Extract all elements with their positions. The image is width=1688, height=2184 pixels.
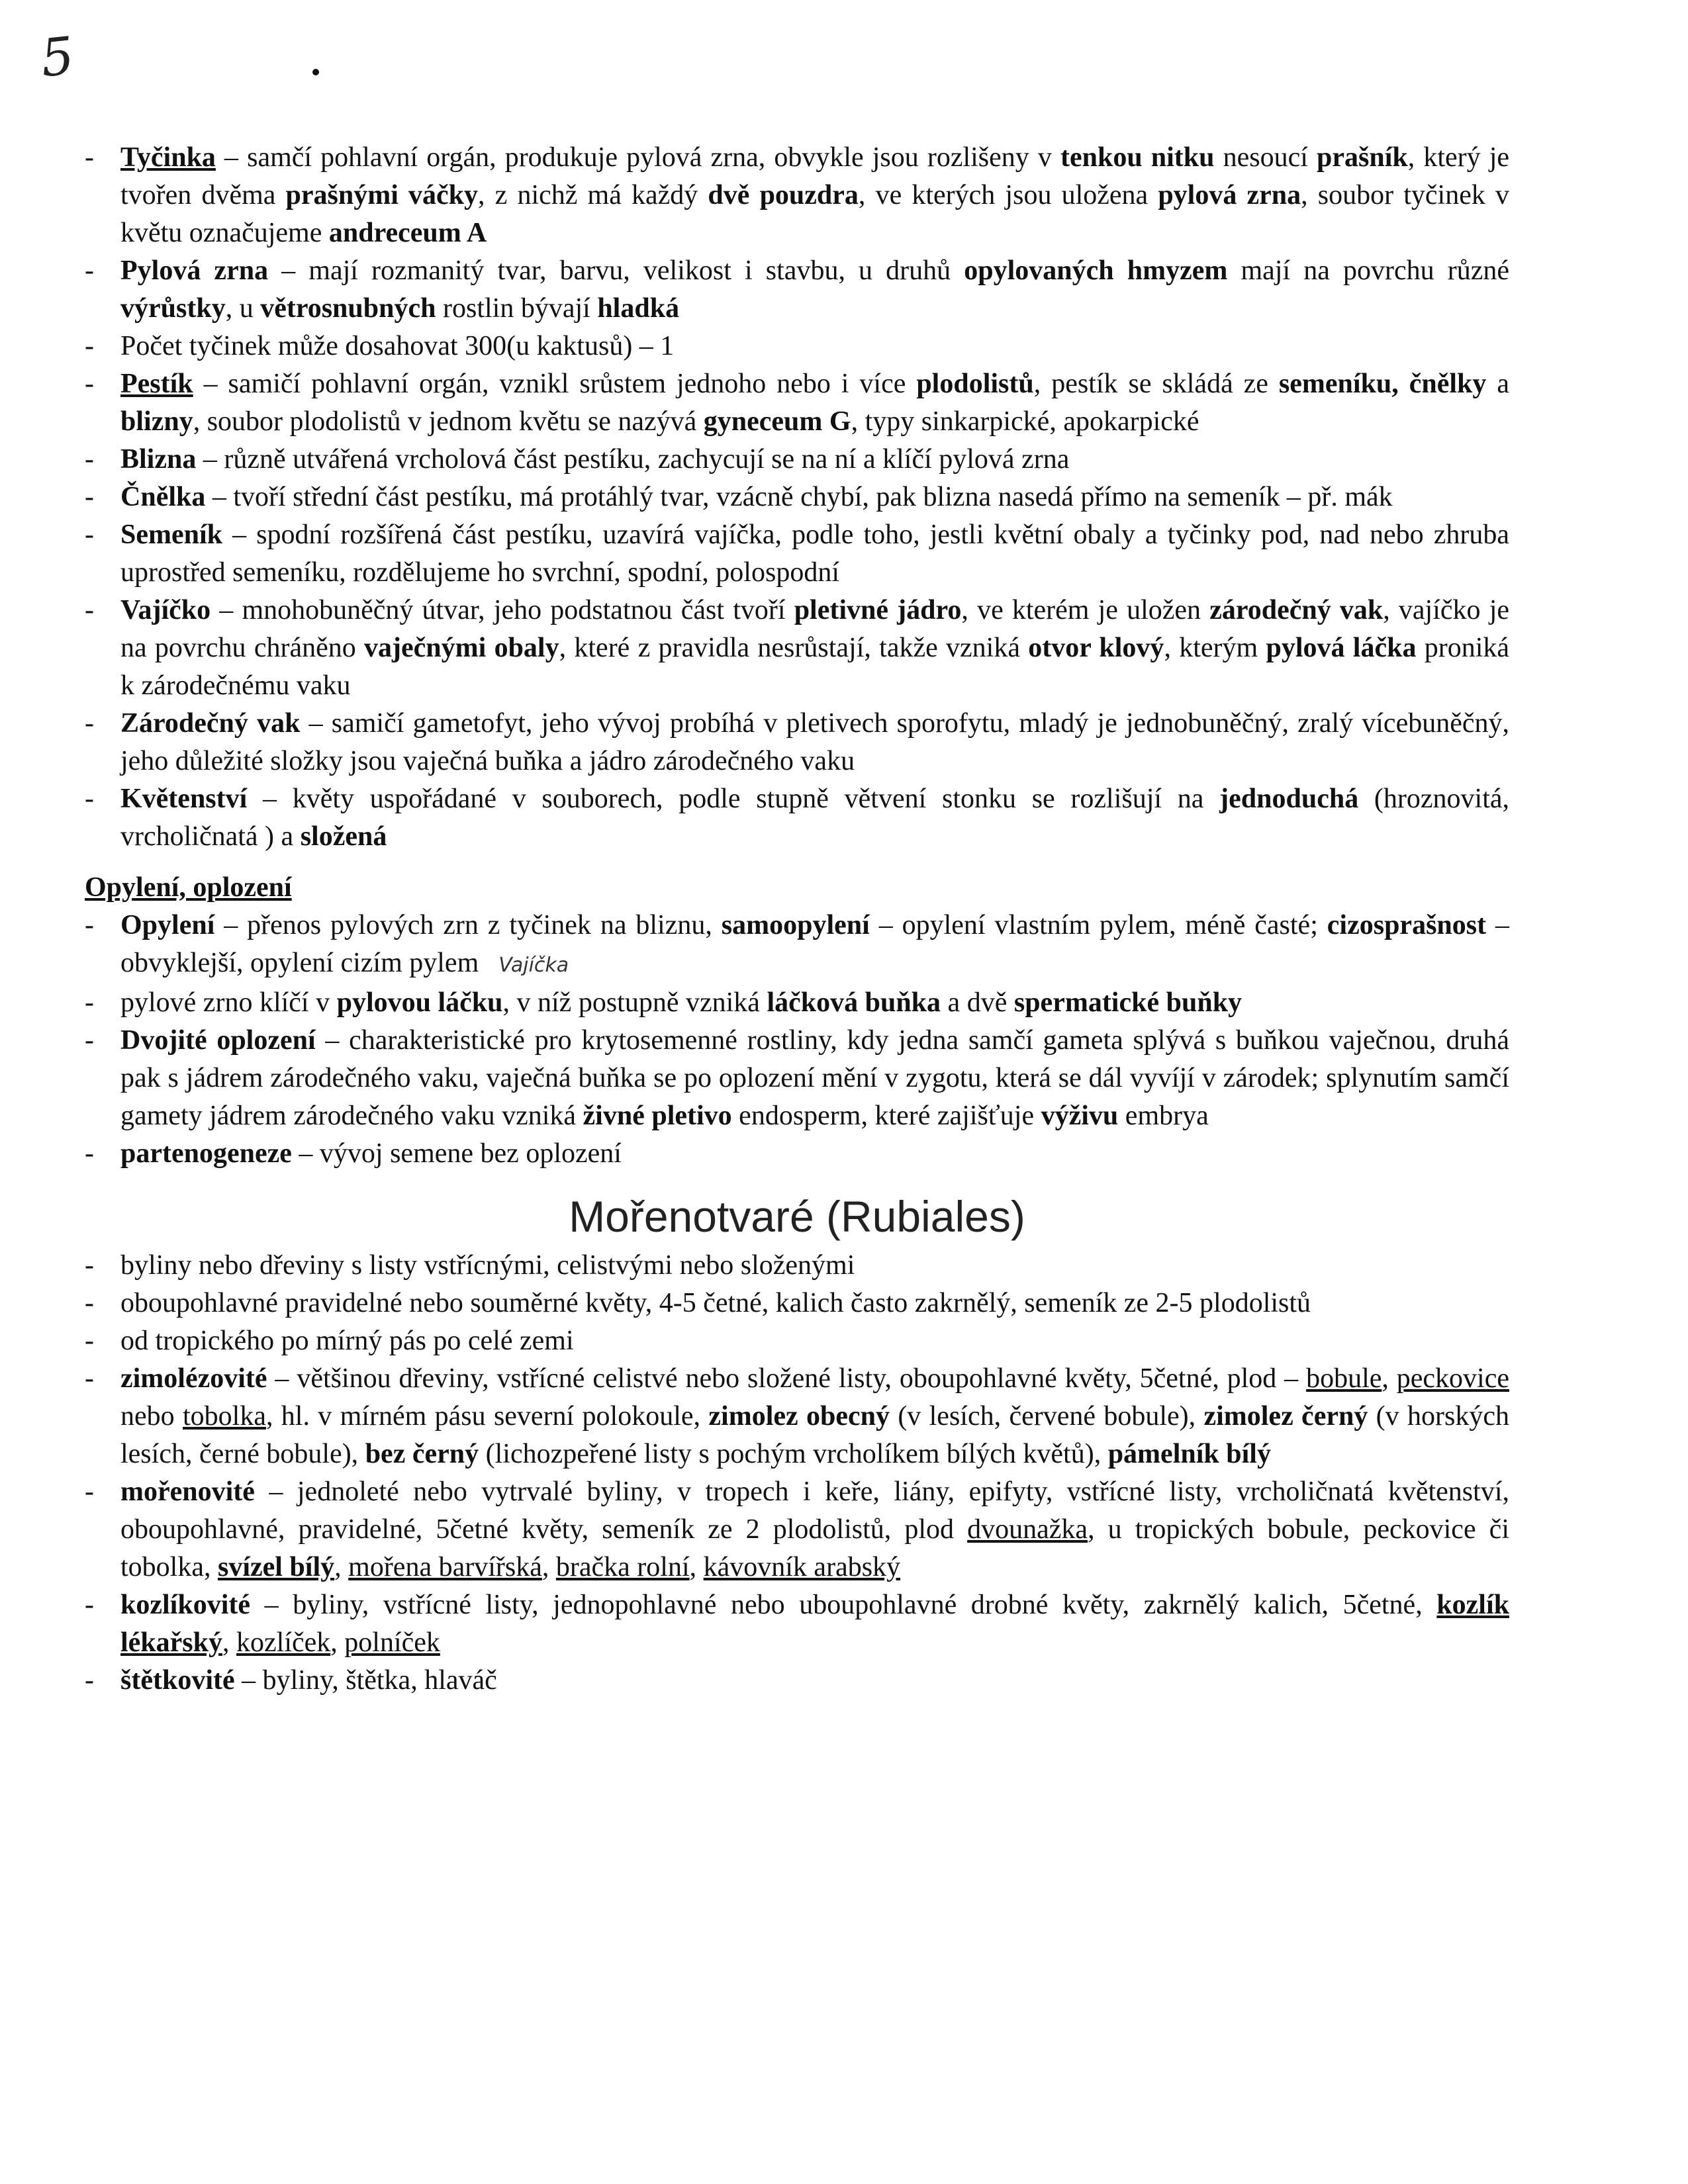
term-text: Pestík <box>120 369 193 399</box>
term-text: větrosnubných <box>260 293 436 324</box>
body-text: – tvoří střední část pestíku, má protáhlý tvar, vzácně chybí, pak blizna nasedá přímo na semeník – př. mák <box>205 482 1393 512</box>
body-text: , ve kterém je uložen <box>961 595 1210 625</box>
section-title-rubiales: Mořenotvaré (Rubiales) <box>569 1192 1025 1241</box>
term-text: pylovou láčku <box>336 987 503 1018</box>
list-item <box>85 365 1509 441</box>
list-item <box>85 780 1509 856</box>
body-text: mořena barvířská <box>348 1552 542 1582</box>
term-text: Květenství <box>120 784 248 814</box>
term-text: otvor klový <box>1028 633 1164 663</box>
body-text: – charakteristické pro krytosemenné rostliny, kdy jedna samčí gameta splývá s buňkou vaječnou, druhá pak s jádrem zárodečného vaku, vaječná buňka se po oplození mění v zygotu, která se dál vyvíjí v zárodek; splynutím samčí gamety jádrem zárodečného vaku vzniká <box>120 1025 1510 1131</box>
body-text: – byliny, vstřícné listy, jednopohlavné nebo uboupohlavné drobné květy, zakrnělý kalich, 5četné, <box>250 1590 1437 1620</box>
body-text: mají na povrchu různé <box>1227 255 1509 286</box>
term-text: výrůstky <box>120 293 226 324</box>
body-text: – byliny, štětka, hlaváč <box>234 1665 497 1696</box>
term-text: výživu <box>1041 1101 1119 1131</box>
list-item <box>85 705 1509 780</box>
term-text: Opylení <box>120 910 215 940</box>
body-text: (v lesích, červené bobule), <box>889 1401 1204 1432</box>
body-text: – samčí pohlavní orgán, produkuje pylová zrna, obvykle jsou rozlišeny v <box>215 142 1060 173</box>
section-heading-pollination: Opylení, oplození <box>85 872 292 903</box>
list-item <box>85 1022 1509 1135</box>
body-text: , pestík se skládá ze <box>1033 369 1279 399</box>
body-text: , <box>1382 1363 1397 1394</box>
list-item <box>85 478 1509 516</box>
body-text: , z nichž má každý <box>478 180 708 210</box>
body-text: – samičí gametofyt, jeho vývoj probíhá v pletivech sporofytu, mladý je jednobuněčný, zralý vícebuněčný, jeho důležité složky jsou vaječná buňka a jádro zárodečného vaku <box>120 708 1509 776</box>
body-text: – většinou dřeviny, vstřícné celistvé nebo složené listy, oboupohlavné květy, 5četné, plod – <box>267 1363 1307 1394</box>
body-text: , hl. v mírném pásu severní polokoule, <box>265 1401 709 1432</box>
term-text: tenkou nitku <box>1060 142 1215 173</box>
body-text: , <box>330 1627 345 1658</box>
body-text: – mají rozmanitý tvar, barvu, velikost i stavbu, u druhů <box>268 255 964 286</box>
pollination-list <box>85 907 1509 1173</box>
body-text: , <box>222 1627 237 1658</box>
term-text: gyneceum G <box>703 406 851 437</box>
term-text: Čnělka <box>120 482 206 512</box>
list-item <box>85 1473 1509 1586</box>
term-text: blizny <box>120 406 193 437</box>
body-text: , u <box>225 293 261 324</box>
term-text: cizosprašnost <box>1327 910 1487 940</box>
list-item <box>85 328 1509 365</box>
body-text: – přenos pylových zrn z tyčinek na bliznu, <box>214 910 722 940</box>
body-text: endosperm, které zajišťuje <box>731 1101 1041 1131</box>
term-text: opylovaných hmyzem <box>964 255 1228 286</box>
body-text: bračka rolní <box>555 1552 690 1582</box>
term-text: Semeník <box>120 520 223 550</box>
term-text: štětkovité <box>120 1665 235 1696</box>
body-text: – obvyklejší, opylení cizím pylem <box>120 910 1510 978</box>
body-text: rostlin bývají <box>436 293 598 324</box>
term-text: prašnými váčky <box>285 180 479 210</box>
term-text: zimolez obecný <box>708 1401 890 1432</box>
body-text: , ve kterých jsou uložena <box>858 180 1158 210</box>
list-item <box>85 1360 1509 1473</box>
body-text: byliny nebo dřeviny s listy vstřícnými, celistvými nebo složenými <box>120 1250 855 1281</box>
term-text: kozlíkovité <box>120 1590 250 1620</box>
body-text: (v horských lesích, černé bobule), <box>120 1401 1509 1469</box>
body-text: nesoucí <box>1214 142 1317 173</box>
body-text: proniká k zárodečnému vaku <box>120 633 1510 701</box>
body-text: , <box>334 1552 349 1582</box>
term-text: složená <box>300 821 387 852</box>
list-item <box>85 907 1509 984</box>
body-text: pylové zrno klíčí v <box>120 987 337 1018</box>
body-text: – spodní rozšířená část pestíku, uzavírá vajíčka, podle toho, jestli květní obaly a tyčinky pod, nad nebo zhruba uprostřed semeníku, rozdělujeme ho svrchní, spodní, polospodní <box>120 520 1509 588</box>
body-text: oboupohlavné pravidelné nebo souměrné květy, 4-5 četné, kalich často zakrnělý, semeník ze 2-5 plodolistů <box>120 1288 1311 1318</box>
document-body <box>85 139 1509 1700</box>
body-text: , vajíčko je na povrchu chráněno <box>120 595 1510 663</box>
term-text: dvě pouzdra <box>708 180 859 210</box>
term-text: vaječnými obaly <box>364 633 559 663</box>
term-text: zárodečný vak <box>1209 595 1383 625</box>
term-text: pylová láčka <box>1266 633 1417 663</box>
term-text: partenogeneze <box>120 1138 292 1169</box>
term-text: Pylová zrna <box>120 255 269 286</box>
term-text: semeníku, čnělky <box>1278 369 1487 399</box>
body-text: (lichozpeřené listy s pochým vrcholíkem bílých květů), <box>479 1439 1108 1469</box>
body-text: polníček <box>344 1627 440 1658</box>
body-text: nebo <box>120 1401 183 1432</box>
body-text: a dvě <box>941 987 1014 1018</box>
body-text: – mnohobuněčný útvar, jeho podstatnou část tvoří <box>211 595 794 625</box>
body-text: , soubor tyčinek v květu označujeme <box>120 180 1509 248</box>
body-text: – samičí pohlavní orgán, vznikl srůstem jednoho nebo i více <box>193 369 917 399</box>
term-text: Tyčinka <box>120 142 216 173</box>
body-text: , v níž postupně vzniká <box>502 987 767 1018</box>
body-text: , typy sinkarpické, apokarpické <box>851 406 1199 437</box>
handwritten-page-number: 5 <box>38 26 77 89</box>
body-text: (hroznovitá, vrcholičnatá ) a <box>120 784 1510 852</box>
list-item <box>85 1586 1509 1662</box>
term-text: hladká <box>597 293 680 324</box>
term-text: jednoduchá <box>1219 784 1359 814</box>
list-item <box>85 139 1509 252</box>
body-text: , které z pravidla nesrůstají, takže vzniká <box>559 633 1029 663</box>
body-text: kávovník arabský <box>703 1552 901 1582</box>
body-text: tobolka <box>182 1401 266 1432</box>
body-text: dvounažka <box>967 1514 1088 1545</box>
list-item <box>85 516 1509 592</box>
body-text: kozlíček <box>236 1627 331 1658</box>
stray-dot-mark <box>312 69 319 75</box>
term-text: pletivné jádro <box>794 595 962 625</box>
term-text: bez černý <box>365 1439 479 1469</box>
rubiales-list <box>85 1247 1509 1700</box>
term-text: Vajíčko <box>120 595 211 625</box>
list-item <box>85 592 1509 705</box>
term-text: Blizna <box>120 444 197 475</box>
body-text: , <box>689 1552 704 1582</box>
body-text: Počet tyčinek může dosahovat 300(u kaktusů) – 1 <box>120 331 675 361</box>
term-text: plodolistů <box>916 369 1034 399</box>
term-text: mořenovité <box>120 1477 255 1507</box>
term-text: prašník <box>1317 142 1408 173</box>
term-text: láčková buňka <box>767 987 941 1018</box>
term-text: pámelník bílý <box>1107 1439 1271 1469</box>
term-text: samoopylení <box>721 910 870 940</box>
term-text: spermatické buňky <box>1013 987 1243 1018</box>
body-text: , <box>541 1552 556 1582</box>
body-text: od tropického po mírný pás po celé zemi <box>120 1326 574 1356</box>
list-item <box>85 1135 1509 1173</box>
body-text: a <box>1486 369 1509 399</box>
body-text: – různě utvářená vrcholová část pestíku, zachycují se na ní a klíčí pylová zrna <box>196 444 1070 475</box>
term-text: kozlík lékařský <box>120 1590 1509 1658</box>
body-text: , soubor plodolistů v jednom květu se nazývá <box>193 406 704 437</box>
term-text: zimolézovité <box>120 1363 267 1394</box>
body-text: peckovice <box>1396 1363 1510 1394</box>
list-item <box>85 1662 1509 1700</box>
body-text: embrya <box>1118 1101 1209 1131</box>
term-text: pylová zrna <box>1158 180 1301 210</box>
term-text: andreceum A <box>328 218 487 248</box>
list-item <box>85 1247 1509 1285</box>
body-text: bobule <box>1306 1363 1382 1394</box>
body-text: , který je tvořen dvěma <box>120 142 1510 210</box>
handwritten-note: Vajíčka <box>498 954 569 977</box>
body-text: , u tropických bobule, peckovice či tobolka, <box>120 1514 1509 1582</box>
list-item <box>85 1285 1509 1322</box>
body-text: – vývoj semene bez oplození <box>291 1138 622 1169</box>
list-item <box>85 984 1509 1022</box>
list-item <box>85 441 1509 478</box>
list-item <box>85 1322 1509 1360</box>
body-text: – květy uspořádané v souborech, podle stupně větvení stonku se rozlišují na <box>247 784 1220 814</box>
term-text: zimolez černý <box>1203 1401 1368 1432</box>
body-text: , kterým <box>1164 633 1266 663</box>
term-text: Zárodečný vak <box>120 708 301 739</box>
term-text: svízel bílý <box>217 1552 335 1582</box>
term-text: Dvojité oplození <box>120 1025 316 1056</box>
body-text: – jednoleté nebo vytrvalé byliny, v tropech i keře, liány, epifyty, vstřícné listy, vrcholičnatá květenství, oboupohlavné, pravidelné, 5četné květy, semeník ze 2 plodolistů, plod <box>120 1477 1509 1545</box>
term-text: živné pletivo <box>583 1101 732 1131</box>
body-text: – opylení vlastním pylem, méně časté; <box>869 910 1327 940</box>
flower-organs-list <box>85 139 1509 856</box>
list-item <box>85 252 1509 328</box>
